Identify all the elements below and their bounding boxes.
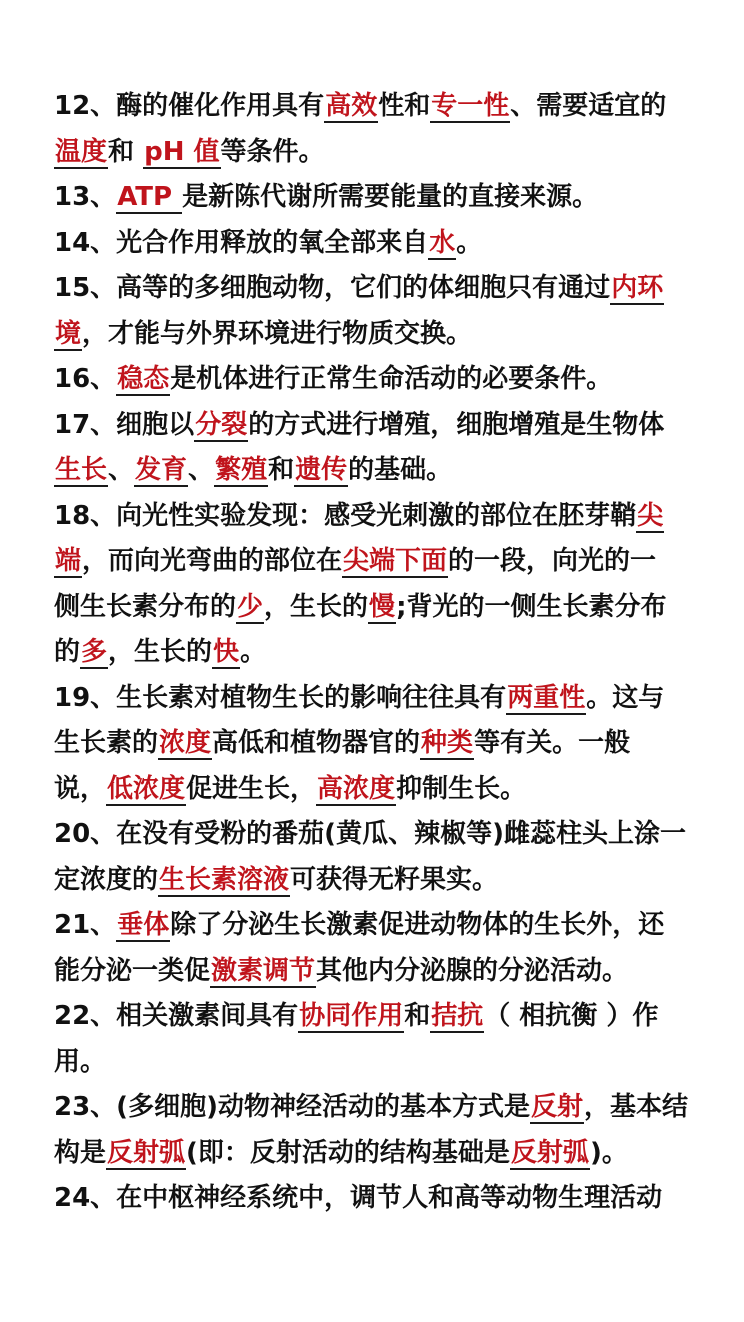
text-line xyxy=(54,175,694,221)
text-line xyxy=(54,266,694,312)
text-segment: 12、酶的催化作用具有 xyxy=(54,91,325,121)
text-line xyxy=(54,1085,694,1131)
text-segment: 、 xyxy=(188,455,215,485)
answer-blank: 端 xyxy=(55,546,82,576)
answer-blank: 快 xyxy=(213,637,240,667)
text-line xyxy=(54,767,694,813)
text-segment: 的方式进行增殖，细胞增殖是生物体 xyxy=(248,409,665,440)
text-segment: 高低和植物器官的 xyxy=(212,728,421,758)
answer-blank: 尖端下面 xyxy=(343,546,448,576)
answer-blank: 专一性 xyxy=(431,91,510,121)
answer-blank: 高浓度 xyxy=(317,773,396,804)
text-segment: 18、向光性实验发现：感受光刺激的部位在胚芽鞘 xyxy=(54,500,637,531)
answer-blank: 生长素溶液 xyxy=(159,864,290,895)
text-segment: 13、 xyxy=(54,182,117,212)
answer-blank: 发育 xyxy=(135,455,188,485)
text-segment: 和 xyxy=(268,455,295,485)
text-segment: 是机体进行正常生命活动的必要条件。 xyxy=(170,364,613,394)
text-segment: 定浓度的 xyxy=(54,864,159,895)
answer-blank: 水 xyxy=(429,227,456,258)
text-segment: 说， xyxy=(54,773,107,804)
answer-blank: 浓度 xyxy=(159,728,212,758)
text-segment: （ 相抗衡 ）作 xyxy=(484,1001,659,1031)
text-line xyxy=(54,676,694,722)
answer-blank: 慢 xyxy=(369,591,396,622)
answer-blank: 尖 xyxy=(637,500,664,531)
text-line xyxy=(54,357,694,403)
answer-blank: 反射弧 xyxy=(107,1137,186,1168)
text-segment: ，而向光弯曲的部位在 xyxy=(82,546,343,576)
text-segment: )。 xyxy=(589,1137,628,1168)
text-segment: 15、高等的多细胞动物，它们的体细胞只有通过 xyxy=(54,273,611,303)
answer-blank: pH 值 xyxy=(144,136,220,167)
answer-blank: 境 xyxy=(55,318,82,349)
text-segment: 、需要适宜的 xyxy=(510,91,667,121)
answer-blank: 反射弧 xyxy=(510,1137,589,1168)
text-line xyxy=(54,812,694,858)
text-segment: 是新陈代谢所需要能量的直接来源。 xyxy=(182,182,599,212)
text-segment: 的基础。 xyxy=(348,455,453,485)
answer-blank: 种类 xyxy=(421,728,474,758)
text-segment: 性和 xyxy=(378,91,431,121)
text-segment: ;背光的一侧生长素分布 xyxy=(396,591,667,622)
text-segment: 23、(多细胞)动物神经活动的基本方式是 xyxy=(54,1092,530,1122)
text-segment: 可获得无籽果实。 xyxy=(290,864,499,895)
text-segment: 构是 xyxy=(54,1137,107,1168)
text-segment: 。这与 xyxy=(586,682,665,713)
text-segment: 促进生长， xyxy=(186,773,317,804)
answer-blank: 多 xyxy=(81,637,108,667)
text-line xyxy=(54,494,694,540)
answer-blank: 内环 xyxy=(611,273,664,303)
answer-blank: 分裂 xyxy=(195,409,248,440)
text-segment: ，生长的 xyxy=(108,637,213,667)
answer-blank: 生长 xyxy=(55,455,108,485)
text-line xyxy=(54,585,694,631)
text-segment: 。 xyxy=(240,637,267,667)
text-line xyxy=(54,1131,694,1177)
answer-blank: 温度 xyxy=(55,136,108,167)
text-segment: 17、细胞以 xyxy=(54,409,195,440)
answer-blank: 激素调节 xyxy=(211,955,316,986)
answer-blank: 稳态 xyxy=(117,364,170,394)
text-line xyxy=(54,130,694,176)
text-segment: 的 xyxy=(54,637,81,667)
text-segment: 24、在中枢神经系统中，调节人和高等动物生理活动 xyxy=(54,1183,663,1213)
text-segment: 侧生长素分布的 xyxy=(54,591,237,622)
text-segment: 和 xyxy=(108,136,144,167)
text-segment: ，生长的 xyxy=(264,591,369,622)
text-line xyxy=(54,448,694,494)
text-segment: 用。 xyxy=(54,1046,107,1077)
answer-blank: 协同作用 xyxy=(299,1001,404,1031)
text-segment: 。 xyxy=(456,227,483,258)
text-segment: 和 xyxy=(404,1001,431,1031)
text-line xyxy=(54,630,694,676)
answer-blank: 高效 xyxy=(325,91,378,121)
text-line xyxy=(54,994,694,1040)
text-segment: 抑制生长。 xyxy=(396,773,527,804)
text-segment: 19、生长素对植物生长的影响往往具有 xyxy=(54,682,507,713)
text-segment: ，基本结 xyxy=(583,1092,688,1122)
text-segment: 等条件。 xyxy=(220,136,325,167)
answer-blank: 遗传 xyxy=(295,455,348,485)
text-line xyxy=(54,1176,694,1222)
text-line xyxy=(54,1040,694,1086)
text-line xyxy=(54,858,694,904)
text-line xyxy=(54,721,694,767)
text-segment: 20、在没有受粉的番茄(黄瓜、辣椒等)雌蕊柱头上涂一 xyxy=(54,819,686,849)
text-segment: (即：反射活动的结构基础是 xyxy=(186,1137,510,1168)
answer-blank: 两重性 xyxy=(507,682,586,713)
text-line xyxy=(54,84,694,130)
answer-blank: 少 xyxy=(237,591,264,622)
text-segment: 的一段，向光的一 xyxy=(448,546,657,576)
answer-blank: 反射 xyxy=(530,1092,583,1122)
text-line xyxy=(54,949,694,995)
answer-blank: 垂体 xyxy=(117,910,170,940)
text-line xyxy=(54,221,694,267)
text-segment: 等有关。一般 xyxy=(474,728,631,758)
text-line xyxy=(54,403,694,449)
text-segment: 21、 xyxy=(54,910,117,940)
answer-blank: 拮抗 xyxy=(431,1001,484,1031)
text-segment: 除了分泌生长激素促进动物体的生长外，还 xyxy=(170,910,665,940)
study-notes xyxy=(54,84,694,1222)
text-segment: 生长素的 xyxy=(54,728,159,758)
text-segment: ，才能与外界环境进行物质交换。 xyxy=(82,318,473,349)
text-segment: 能分泌一类促 xyxy=(54,955,211,986)
answer-blank: 低浓度 xyxy=(107,773,186,804)
text-segment: 其他内分泌腺的分泌活动。 xyxy=(316,955,629,986)
answer-blank: 繁殖 xyxy=(215,455,268,485)
text-line xyxy=(54,539,694,585)
answer-blank: ATP xyxy=(117,182,182,212)
text-segment: 、 xyxy=(108,455,135,485)
text-line xyxy=(54,312,694,358)
text-segment: 14、光合作用释放的氧全部来自 xyxy=(54,227,429,258)
text-segment: 22、相关激素间具有 xyxy=(54,1001,299,1031)
text-line xyxy=(54,903,694,949)
text-segment: 16、 xyxy=(54,364,117,394)
